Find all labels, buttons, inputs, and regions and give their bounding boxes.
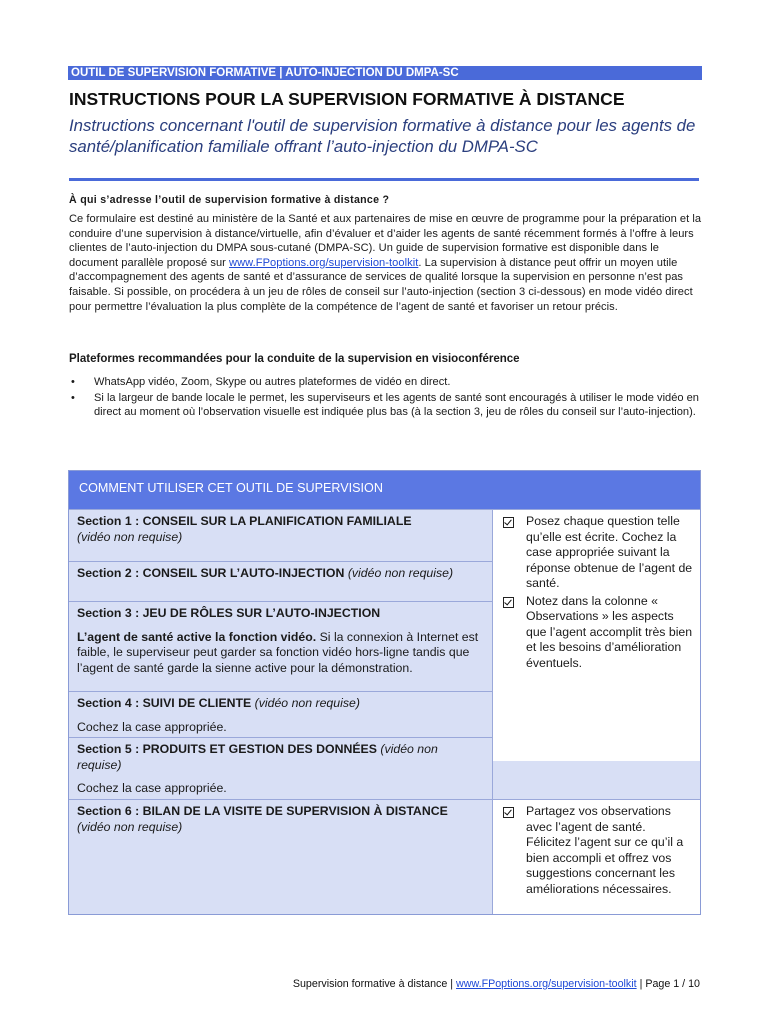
section-note: (vidéo non requise): [254, 696, 360, 710]
platform-bullet-text: Si la largeur de bande locale le permet, les superviseurs et les agents de santé sont encouragés à utiliser le mode vidéo en direct au moment où l’observation visuelle est indiquée plus bas (à la section 3, jeu de rôles du conseil sur l’auto-injection).: [94, 391, 699, 419]
section-title: Section 1 : CONSEIL SUR LA PLANIFICATION FAMILIALE: [77, 514, 412, 528]
section-note: (vidéo non requise): [347, 566, 454, 580]
list-item: [69, 375, 703, 390]
supervision-instructions-table: [68, 470, 701, 915]
section-1-cell: [69, 509, 493, 561]
checked-instruction: [501, 804, 694, 897]
bullet-icon: •: [71, 376, 75, 388]
footer-toolkit-link[interactable]: www.FPoptions.org/supervision-toolkit: [456, 978, 637, 990]
section-body-bold: L’agent de santé active la fonction vidéo.: [77, 629, 317, 644]
section-title: Section 5 : PRODUITS ET GESTION DES DONNÉES: [77, 742, 377, 756]
instructions-sections-1-5: [493, 509, 700, 761]
section-2-cell: [69, 561, 493, 601]
bullet-icon: •: [71, 391, 75, 404]
section-title: Section 2 : CONSEIL SUR L’AUTO-INJECTION: [77, 566, 345, 580]
intro-text-part-1: Ce formulaire est destiné au ministère de la Santé et aux partenaires de mise en œuvre de programme pour la préparation et la conduire d’une supervision à distance/virtuelle, afin d’évaluer et d’aider les agents de santé récemment formés à l’offre à leurs clientes de l’auto-injection du DMPA sous-cutané (DMPA-SC). Un guide de supervision formative est disponible dans le document parallèle proposé sur: [69, 213, 702, 269]
instruction-text: Notez dans la colonne « Observations » les aspects que l’agent accomplit très bien et les besoins d’amélioration éventuels.: [526, 593, 693, 670]
page-subtitle: Instructions concernant l'outil de supervision formative à distance pour les agents de santé/planification familiale offrant l’auto-injection du DMPA-SC: [69, 116, 696, 156]
list-item: [69, 391, 703, 420]
section-divider: [69, 178, 699, 181]
section-3-cell: [69, 601, 493, 691]
table-header: COMMENT UTILISER CET OUTIL DE SUPERVISION: [69, 471, 700, 509]
section-6-cell: [69, 799, 493, 914]
platform-bullet-text: WhatsApp vidéo, Zoom, Skype ou autres plateformes de vidéo en direct.: [94, 376, 451, 388]
footer-title: Supervision formative à distance |: [292, 978, 457, 990]
section-note: (vidéo non requise): [77, 742, 438, 772]
checked-instruction: [501, 594, 694, 672]
checked-instruction: [501, 514, 694, 592]
checked-box-icon: [503, 597, 514, 608]
section-title: Section 4 : SUIVI DE CLIENTE: [77, 696, 252, 710]
instruction-text: Posez chaque question telle qu’elle est écrite. Cochez la case appropriée suivant la réponse obtenue de l’agent de santé.: [526, 514, 693, 590]
platforms-heading: Plateformes recommandées pour la conduite de la supervision en visioconférence: [69, 353, 520, 365]
instructions-spacer: [493, 761, 700, 799]
section-body: Si la connexion à Internet est faible, le superviseur peut garder sa fonction vidéo hors-ligne tandis que l’agent de santé garde la sienne active pour la démonstration.: [77, 629, 479, 675]
intro-text-part-2: . La supervision à distance peut offrir un moyen utile d’accompagnement des agents de santé et d’assurance de services de qualité lorsque la supervision en personne n’est pas faisable. Si possible, on procédera à un jeu de rôles de conseil sur l’auto-injection (section 3 ci-dessous) en mode vidéo direct pour permettre l’évaluation la plus complète de la compétence de l’agent de santé et favoriser un retour précis.: [69, 256, 693, 313]
platforms-list: [69, 375, 703, 421]
page-title: INSTRUCTIONS POUR LA SUPERVISION FORMATIVE À DISTANCE: [69, 89, 625, 109]
toolkit-link[interactable]: www.FPoptions.org/supervision-toolkit: [229, 256, 419, 269]
section-5-cell: [69, 737, 493, 799]
document-header-band: OUTIL DE SUPERVISION FORMATIVE | AUTO-INJECTION DU DMPA-SC: [68, 66, 702, 80]
page-footer: [293, 978, 700, 990]
instructions-section-6: [493, 799, 700, 914]
section-note: (vidéo non requise): [77, 819, 183, 834]
intro-paragraph: [69, 212, 703, 314]
section-title: Section 6 : BILAN DE LA VISITE DE SUPERVISION À DISTANCE: [77, 804, 448, 818]
instruction-text: Partagez vos observations avec l’agent de santé. Félicitez l’agent sur ce qu’il a bien accompli et offrez vos suggestions concernant les améliorations nécessaires.: [526, 804, 684, 896]
section-title: Section 3 : JEU DE RÔLES SUR L’AUTO-INJECTION: [77, 606, 381, 620]
section-4-cell: [69, 691, 493, 737]
checked-box-icon: [503, 807, 514, 818]
section-note: (vidéo non requise): [77, 529, 183, 544]
section-body: Cochez la case appropriée.: [77, 781, 227, 795]
page-number: | Page 1 / 10: [636, 978, 700, 990]
section-body: Cochez la case appropriée.: [77, 719, 227, 734]
checked-box-icon: [503, 517, 514, 528]
audience-question-heading: À qui s’adresse l’outil de supervision formative à distance ?: [69, 194, 390, 206]
